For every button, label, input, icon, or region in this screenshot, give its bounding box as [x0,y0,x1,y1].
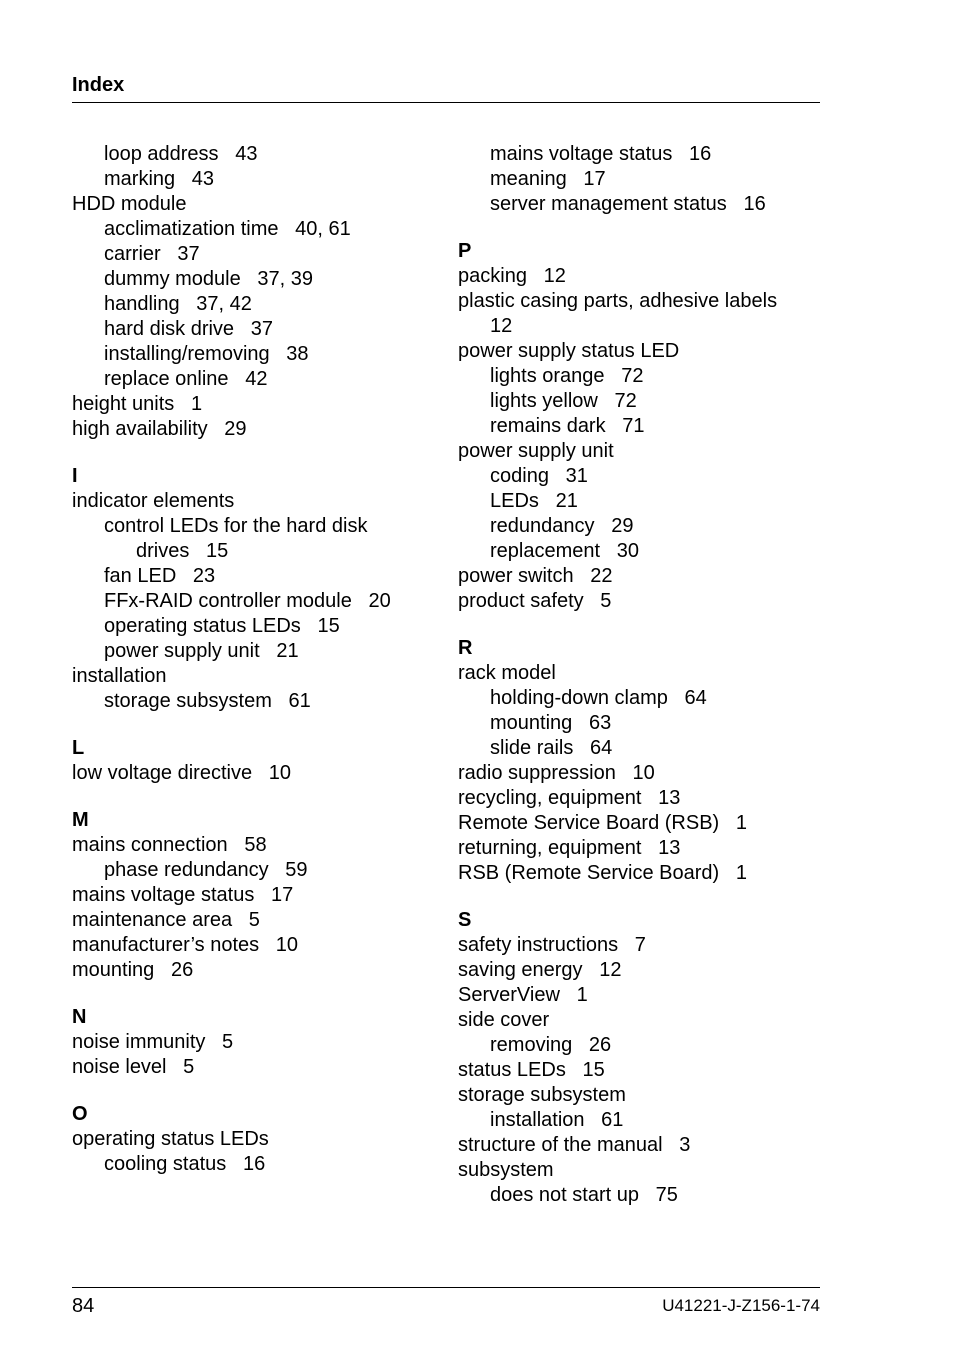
index-entry: operating status LEDs [72,1128,269,1150]
index-subentry: mains voltage status 16 [490,143,712,165]
index-subentry: 12 [490,315,513,337]
index-subentry: LEDs 21 [490,490,578,512]
index-entry: structure of the manual 3 [458,1134,691,1156]
index-entry: saving energy 12 [458,959,622,981]
index-subentry: remains dark 71 [490,415,645,437]
index-subentry: dummy module 37, 39 [104,268,313,290]
header-rule [72,102,820,103]
index-entry: maintenance area 5 [72,909,260,931]
index-subentry: storage subsystem 61 [104,690,311,712]
index-subentry: carrier 37 [104,243,200,265]
index-subentry: lights orange 72 [490,365,644,387]
index-entry: status LEDs 15 [458,1059,605,1081]
index-subentry: mounting 63 [490,712,612,734]
index-section-letter: S [458,909,472,931]
index-entry: mounting 26 [72,959,194,981]
index-subentry: hard disk drive 37 [104,318,273,340]
index-subentry: installation 61 [490,1109,624,1131]
index-subentry: installing/removing 38 [104,343,309,365]
index-entry: high availability 29 [72,418,247,440]
index-entry: height units 1 [72,393,203,415]
index-subentry: replacement 30 [490,540,639,562]
index-entry: plastic casing parts, adhesive labels [458,290,778,312]
index-subentry: redundancy 29 [490,515,634,537]
index-subentry: marking 43 [104,168,215,190]
index-column-left [72,142,442,1177]
index-subentry: handling 37, 42 [104,293,252,315]
index-section-letter: N [72,1006,87,1028]
index-section-letter: R [458,637,473,659]
index-subentry: coding 31 [490,465,588,487]
index-entry: RSB (Remote Service Board) 1 [458,862,747,884]
index-subentry: server management status 16 [490,193,766,215]
index-entry: manufacturer’s notes 10 [72,934,299,956]
index-entry: rack model [458,662,556,684]
index-subentry: FFx-RAID controller module 20 [104,590,391,612]
index-section-letter: M [72,809,89,831]
index-entry: power supply status LED [458,340,680,362]
index-subentry: lights yellow 72 [490,390,637,412]
index-subentry: operating status LEDs 15 [104,615,340,637]
index-entry: mains connection 58 [72,834,267,856]
index-entry: returning, equipment 13 [458,837,681,859]
document-code: U41221-J-Z156-1-74 [662,1296,820,1315]
index-entry: indicator elements [72,490,235,512]
index-subentry: loop address 43 [104,143,258,165]
index-entry: mains voltage status 17 [72,884,294,906]
index-subentry: control LEDs for the hard disk [104,515,368,537]
index-subentry: meaning 17 [490,168,606,190]
index-subentry: slide rails 64 [490,737,613,759]
index-entry: noise immunity 5 [72,1031,234,1053]
index-entry: HDD module [72,193,187,215]
index-entry: side cover [458,1009,550,1031]
index-entry: subsystem [458,1159,554,1181]
index-entry: installation [72,665,167,687]
index-entry: product safety 5 [458,590,612,612]
index-entry: packing 12 [458,265,566,287]
index-entry: recycling, equipment 13 [458,787,681,809]
index-subentry: removing 26 [490,1034,612,1056]
index-entry: power supply unit [458,440,614,462]
index-subentry: does not start up 75 [490,1184,678,1206]
index-subentry: holding-down clamp 64 [490,687,707,709]
index-section-letter: I [72,465,78,487]
page-header-title: Index [72,74,125,96]
index-subentry: replace online 42 [104,368,268,390]
index-column-right [458,142,828,1208]
index-subentry: drives 15 [136,540,229,562]
index-entry: ServerView 1 [458,984,588,1006]
footer-rule [72,1287,820,1288]
index-subentry: power supply unit 21 [104,640,299,662]
index-entry: radio suppression 10 [458,762,655,784]
index-section-letter: O [72,1103,88,1125]
page-number: 84 [72,1295,95,1317]
index-entry: storage subsystem [458,1084,626,1106]
index-entry: low voltage directive 10 [72,762,292,784]
index-entry: Remote Service Board (RSB) 1 [458,812,747,834]
index-entry: noise level 5 [72,1056,195,1078]
index-entry: power switch 22 [458,565,613,587]
index-subentry: acclimatization time 40, 61 [104,218,351,240]
index-section-letter: P [458,240,472,262]
index-subentry: cooling status 16 [104,1153,266,1175]
index-subentry: phase redundancy 59 [104,859,308,881]
index-section-letter: L [72,737,85,759]
index-entry: safety instructions 7 [458,934,646,956]
index-subentry: fan LED 23 [104,565,216,587]
